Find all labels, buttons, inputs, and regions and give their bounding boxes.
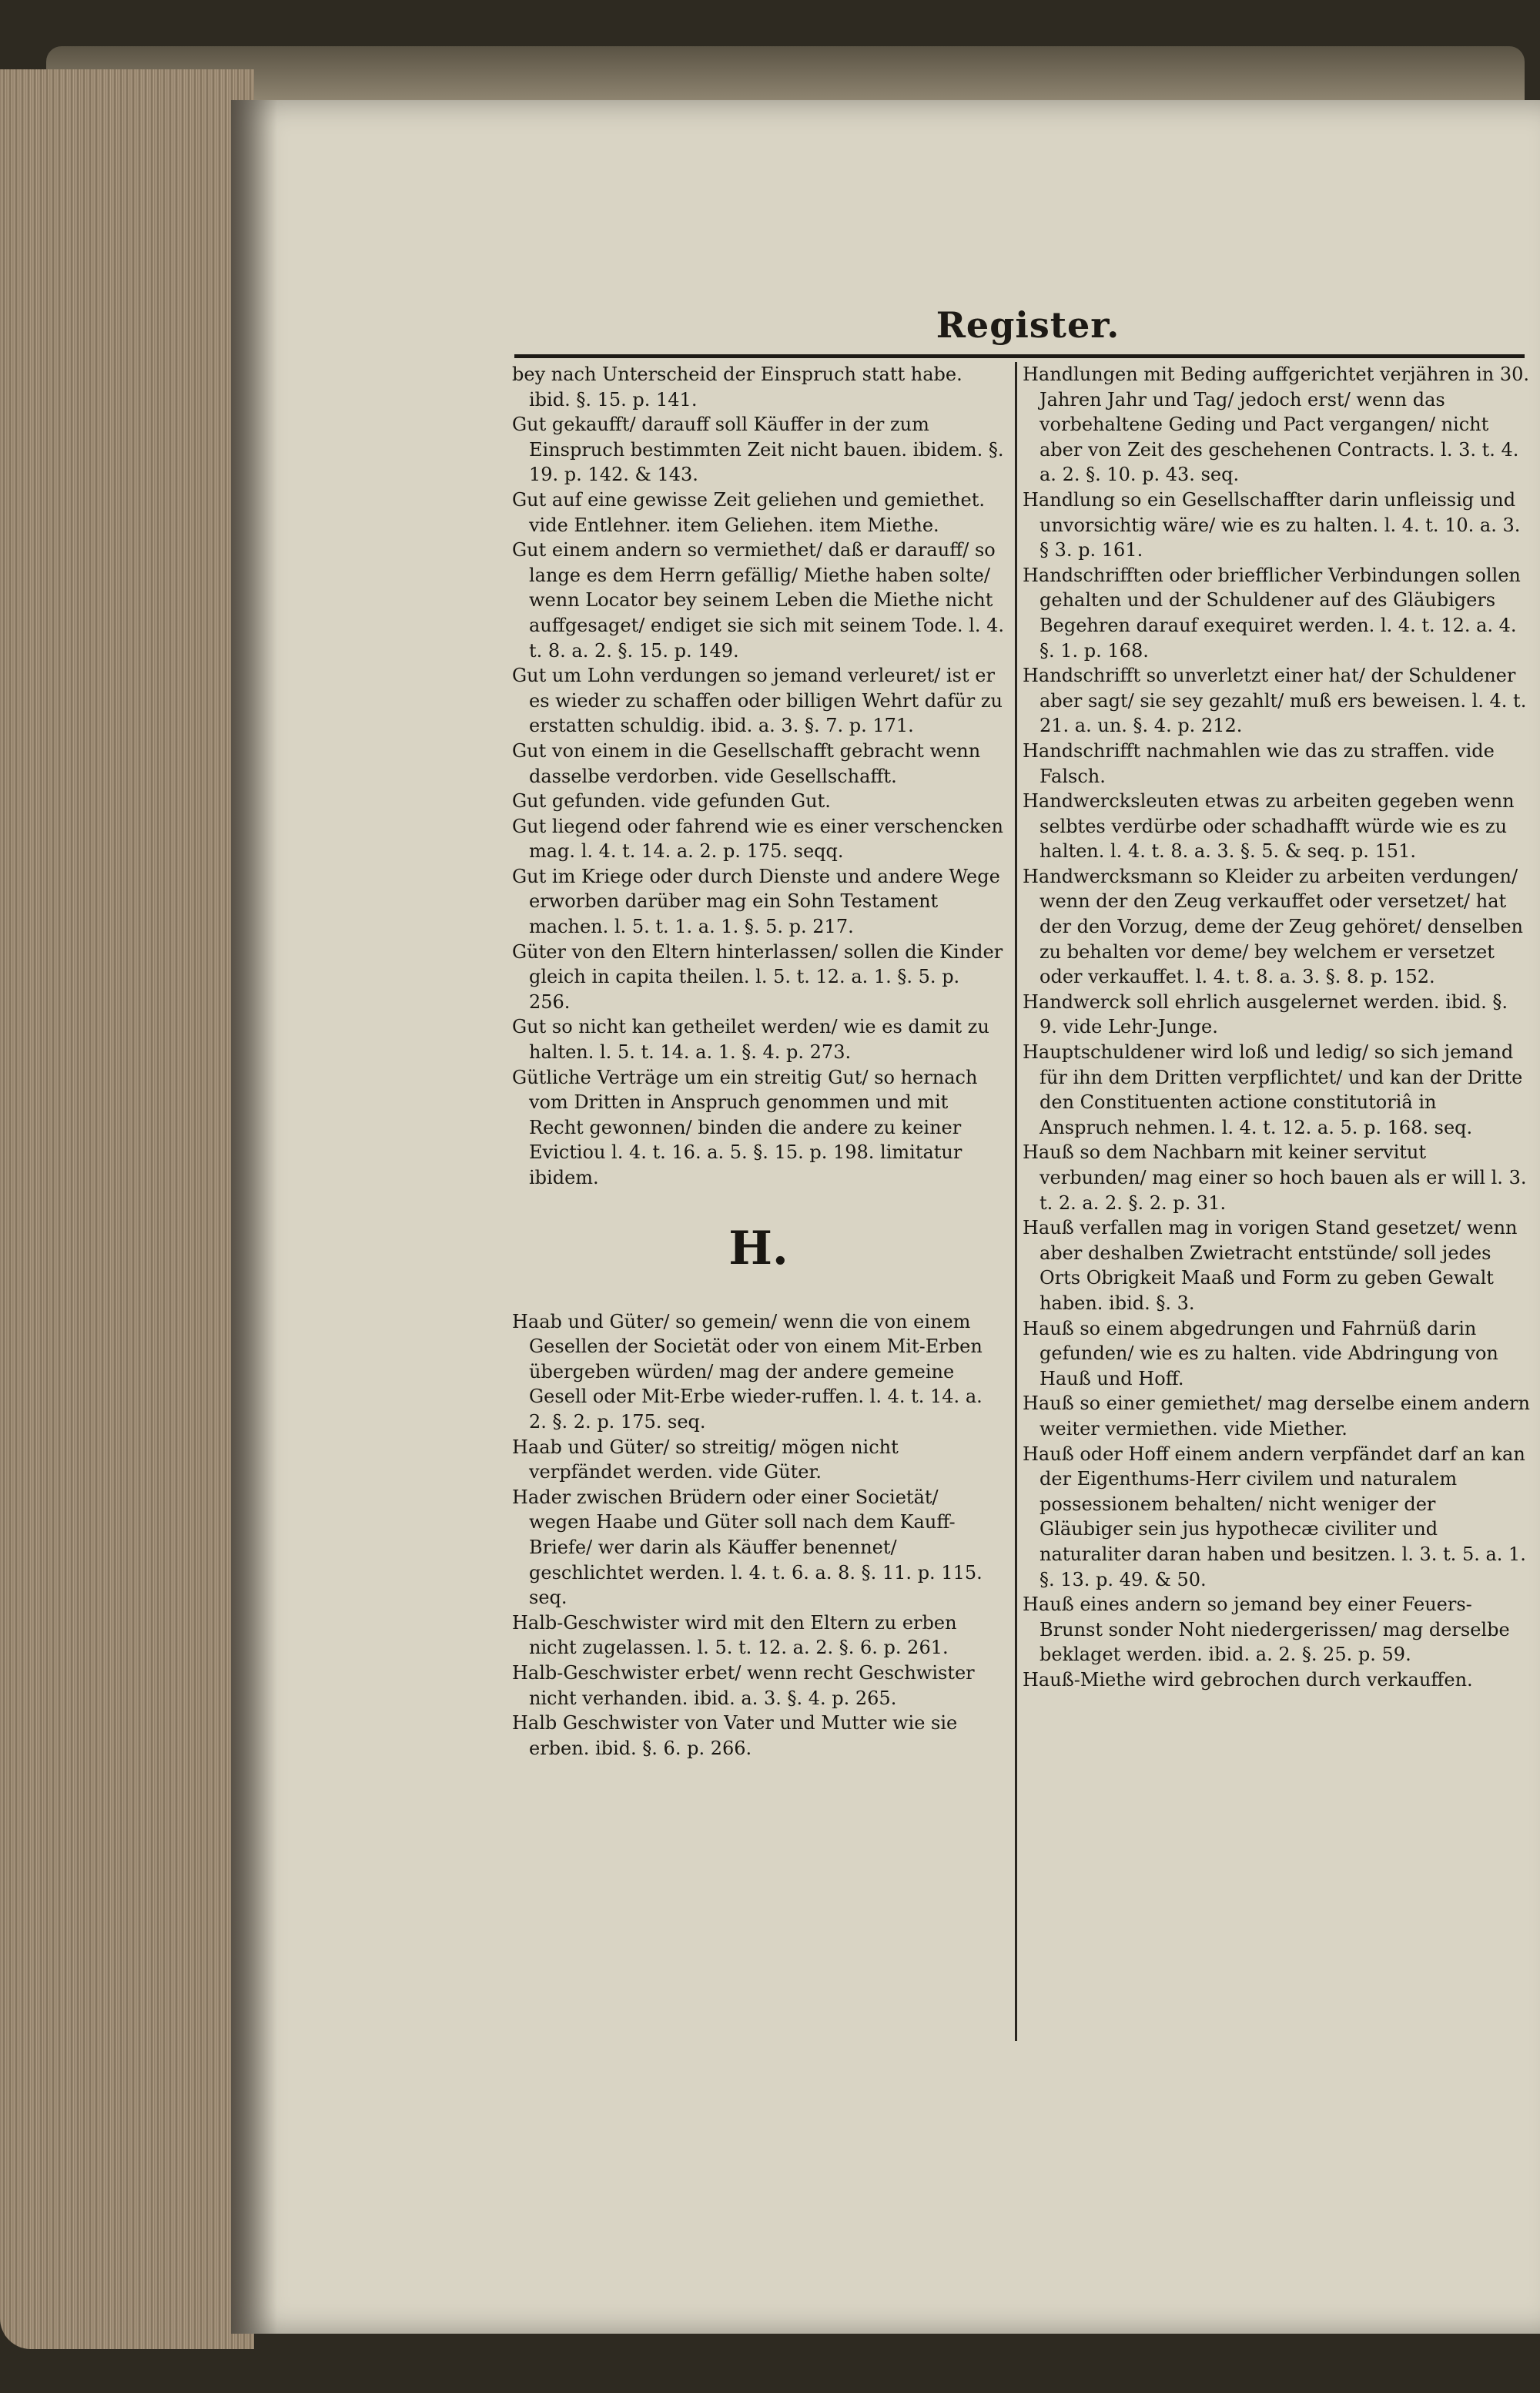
index-entry: Gut so nicht kan getheilet werden/ wie es damit zu halten. l. 5. t. 14. a. 1. §. 4. p. 273.: [512, 1016, 989, 1064]
index-entry: Handlungen mit Beding auffgerichtet verjähren in 30. Jahren Jahr und Tag/ jedoch erst/ wenn das vorbehaltene Geding und Pact vergangen/ nicht aber von Zeit des geschehenen Contracts. l. 3. t. 4. a. 2. §. 10. p. 43. seq.: [1023, 364, 1530, 486]
index-entry: Handwerck soll ehrlich ausgelernet werden. ibid. §. 9. vide Lehr-Junge.: [1023, 990, 1508, 1038]
index-entry: Handwercksmann so Kleider zu arbeiten verdungen/ wenn der den Zeug verkauffet oder versetzet/ hat der den Vorzug, deme der Zeug gehöret/ denselben zu behalten vor deme/ bey welchem er versetzet oder verkauffet. l. 4. t. 8. a. 3. §. 8. p. 152.: [1023, 865, 1523, 988]
page-edges: [0, 69, 254, 2349]
index-entry: Handschrifften oder briefflicher Verbindungen sollen gehalten und der Schuldener auf des Gläubigers Begehren darauf exequiret werden. l. 4. t. 12. a. 4. §. 1. p. 168.: [1023, 564, 1521, 662]
index-entry: Gut auf eine gewisse Zeit geliehen und gemiethet. vide Entlehner. item Geliehen. item Miethe.: [512, 488, 985, 536]
index-entry: bey nach Unterscheid der Einspruch statt habe. ibid. §. 15. p. 141.: [512, 364, 962, 411]
index-entry: Halb-Geschwister wird mit den Eltern zu erben nicht zugelassen. l. 5. t. 12. a. 2. §. 6. p. 261.: [512, 1611, 957, 1659]
index-entry: Gut gekaufft/ darauff soll Käuffer in der zum Einspruch bestimmten Zeit nicht bauen. ibidem. §. 19. p. 142. & 143.: [512, 414, 1004, 486]
index-entry: Halb-Geschwister erbet/ wenn recht Geschwister nicht verhanden. ibid. a. 3. §. 4. p. 265.: [512, 1661, 975, 1709]
index-entry: Handlung so ein Gesellschaffter darin unfleissig und unvorsichtig wäre/ wie es zu halten. l. 4. t. 10. a. 3. § 3. p. 161.: [1023, 488, 1521, 561]
section-letter-heading: H.: [728, 1221, 788, 1275]
index-entry: Hauß eines andern so jemand bey einer Feuers-Brunst sonder Noht niedergerissen/ mag derselbe beklaget werden. ibid. a. 2. §. 25. p. 59.: [1023, 1594, 1510, 1666]
index-entry: Hauptschuldener wird loß und ledig/ so sich jemand für ihn dem Dritten verpflichtet/ und kan der Dritte den Constituenten actione constitutoriâ in Anspruch nehmen. l. 4. t. 12. a. 5. p. 168. seq.: [1023, 1041, 1523, 1138]
index-entry: Gut im Kriege oder durch Dienste und andere Wege erworben darüber mag ein Sohn Testament machen. l. 5. t. 1. a. 1. §. 5. p. 217.: [512, 865, 1000, 938]
index-entry: Hauß verfallen mag in vorigen Stand gesetzet/ wenn aber deshalben Zwietracht entstünde/ soll jedes Orts Obrigkeit Maaß und Form zu geben Gewalt haben. ibid. §. 3.: [1023, 1217, 1518, 1314]
left-entries-before: [512, 362, 1005, 1191]
index-entry: Hauß-Miethe wird gebrochen durch verkauffen.: [1023, 1668, 1473, 1691]
index-entry: Handwercksleuten etwas zu arbeiten gegeben wenn selbtes verdürbe oder schadhafft würde wie es zu halten. l. 4. t. 8. a. 3. §. 5. & seq. p. 151.: [1023, 790, 1515, 863]
index-entry: Güter von den Eltern hinterlassen/ sollen die Kinder gleich in capita theilen. l. 5. t. 12. a. 1. §. 5. p. 256.: [512, 940, 1003, 1013]
running-title: Register.: [936, 304, 1120, 346]
index-entry: Haab und Güter/ so gemein/ wenn die von einem Gesellen der Societät oder von einem Mit-Erben übergeben würden/ mag der andere gemeine Gesell oder Mit-Erbe wieder-ruffen. l. 4. t. 14. a. 2. §. 2. p. 175. seq.: [512, 1310, 983, 1433]
right-entries: [1023, 362, 1531, 1692]
index-entry: Handschrifft so unverletzt einer hat/ der Schuldener aber sagt/ sie sey gezahlt/ muß ers beweisen. l. 4. t. 21. a. un. §. 4. p. 212.: [1023, 665, 1527, 737]
index-entry: Hader zwischen Brüdern oder einer Societät/ wegen Haabe und Güter soll nach dem Kauff-Briefe/ wer darin als Käuffer benennet/ geschlichtet werden. l. 4. t. 6. a. 8. §. 11. p. 115. seq.: [512, 1486, 983, 1609]
index-entry: Hauß so dem Nachbarn mit keiner servitut verbunden/ mag einer so hoch bauen als er will l. 3. t. 2. a. 2. §. 2. p. 31.: [1023, 1141, 1527, 1214]
index-entry: Hauß so einem abgedrungen und Fahrnüß darin gefunden/ wie es zu halten. vide Abdringung von Hauß und Hoff.: [1023, 1317, 1498, 1389]
book-top-edge: [46, 46, 1525, 100]
index-entry: Haab und Güter/ so streitig/ mögen nicht verpfändet werden. vide Güter.: [512, 1436, 899, 1483]
gutter-shadow: [231, 100, 277, 2334]
left-entries-after: [512, 1309, 1005, 1761]
index-entry: Handschrifft nachmahlen wie das zu straffen. vide Falsch.: [1023, 739, 1495, 787]
index-entry: Hauß so einer gemiethet/ mag derselbe einem andern weiter vermiethen. vide Miether.: [1023, 1393, 1530, 1439]
index-entry: Halb Geschwister von Vater und Mutter wie sie erben. ibid. §. 6. p. 266.: [512, 1712, 958, 1759]
index-entry: Gütliche Verträge um ein streitig Gut/ so hernach vom Dritten in Anspruch genommen und mit Recht gewonnen/ binden die andere zu keiner Evictiou l. 4. t. 16. a. 5. §. 15. p. 198. limitatur ibidem.: [512, 1066, 978, 1188]
left-column: [512, 362, 1005, 1761]
index-entry: Gut um Lohn verdungen so jemand verleuret/ ist er es wieder zu schaffen oder billigen Wehrt dafür zu erstatten schuldig. ibid. a. 3. §. 7. p. 171.: [512, 665, 1003, 737]
right-column: [1023, 362, 1531, 1692]
index-entry: Gut liegend oder fahrend wie es einer verschencken mag. l. 4. t. 14. a. 2. p. 175. seqq.: [512, 815, 1003, 863]
header-rule: [514, 354, 1525, 358]
column-divider: [1015, 362, 1017, 2041]
index-entry: Hauß oder Hoff einem andern verpfändet darf an kan der Eigenthums-Herr civilem und naturalem possessionem behalten/ nicht weniger der Gläubiger sein jus hypothecæ civiliter und naturaliter daran haben und besitzen. l. 3. t. 5. a. 1. §. 13. p. 49. & 50.: [1023, 1443, 1526, 1590]
index-entry: Gut einem andern so vermiethet/ daß er darauff/ so lange es dem Herrn gefällig/ Miethe haben solte/ wenn Locator bey seinem Leben die Miethe nicht auffgesaget/ endiget sie sich mit seinem Tode. l. 4. t. 8. a. 2. §. 15. p. 149.: [512, 539, 1005, 662]
index-entry: Gut gefunden. vide gefunden Gut.: [512, 790, 831, 813]
index-entry: Gut von einem in die Gesellschafft gebracht wenn dasselbe verdorben. vide Gesellschafft.: [512, 739, 981, 787]
